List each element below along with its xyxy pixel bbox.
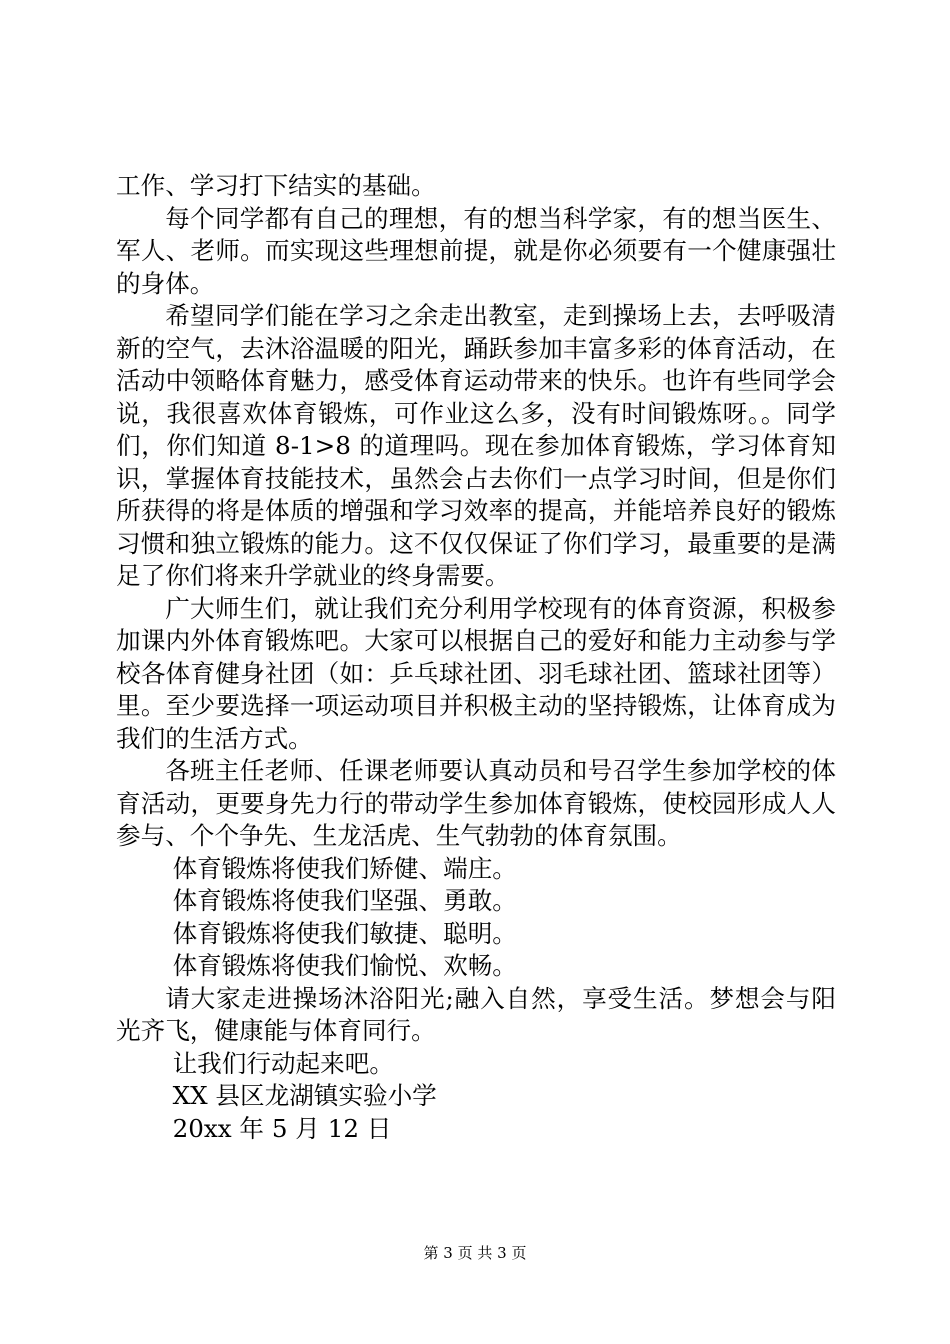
paragraph-ideals: 每个同学都有自己的理想，有的想当科学家，有的想当医生、军人、老师。而实现这些理想前提，就是你必须要有一个健康强壮的身体。 [116,203,836,298]
paragraph-go-outdoors: 希望同学们能在学习之余走出教室，走到操场上去，去呼吸清新的空气，去沐浴温暖的阳光，踊跃参加丰富多彩的体育活动，在活动中领略体育魅力，感受体育运动带来的快乐。也许有些同学会说，我很喜欢体育锻炼，可作业这么多，没有时间锻炼呀。。同学们，你们知道 8-1>8 的道理吗。现在参加体育锻炼，学习体育知识，掌握体育技能技术，虽然会占去你们一点学习时间，但是你们所获得的将是体质的增强和学习效率的提高，并能培养良好的锻炼习惯和独立锻炼的能力。这不仅仅保证了你们学习，最重要的是满足了你们将来升学就业的终身需要。 [116,301,836,590]
paragraph-teachers-students: 广大师生们，就让我们充分利用学校现有的体育资源，积极参加课内外体育锻炼吧。大家可以根据自己的爱好和能力主动参与学校各体育健身社团（如：乒乓球社团、羽毛球社团、篮球社团等）里。至少要选择一项运动项目并积极主动的坚持锻炼，让体育成为我们的生活方式。 [116,593,836,753]
slogan-line: 体育锻炼将使我们矫健、端庄。 [172,853,517,883]
paragraph-class-teachers: 各班主任老师、任课老师要认真动员和号召学生参加学校的体育活动，更要身先力行的带动学生参加体育锻炼，使校园形成人人参与、个个争先、生龙活虎、生气勃勃的体育氛围。 [116,756,836,850]
signature-school: XX 县区龙湖镇实验小学 [172,1081,437,1110]
slogan-line: 体育锻炼将使我们坚强、勇敢。 [172,886,517,915]
paragraph-closing: 请大家走进操场沐浴阳光;融入自然，享受生活。梦想会与阳光齐飞，健康能与体育同行。 [116,983,836,1045]
paragraph-continuation: 工作、学习打下结实的基础。 [116,171,436,200]
call-to-action: 让我们行动起来吧。 [172,1048,394,1078]
page-footer: 第 3 页 共 3 页 [423,1244,527,1262]
signature-date: 20xx 年 5 月 12 日 [172,1113,392,1143]
slogan-line: 体育锻炼将使我们愉悦、欢畅。 [172,951,517,980]
document-body [116,170,836,1145]
slogan-line: 体育锻炼将使我们敏捷、聪明。 [172,918,517,948]
